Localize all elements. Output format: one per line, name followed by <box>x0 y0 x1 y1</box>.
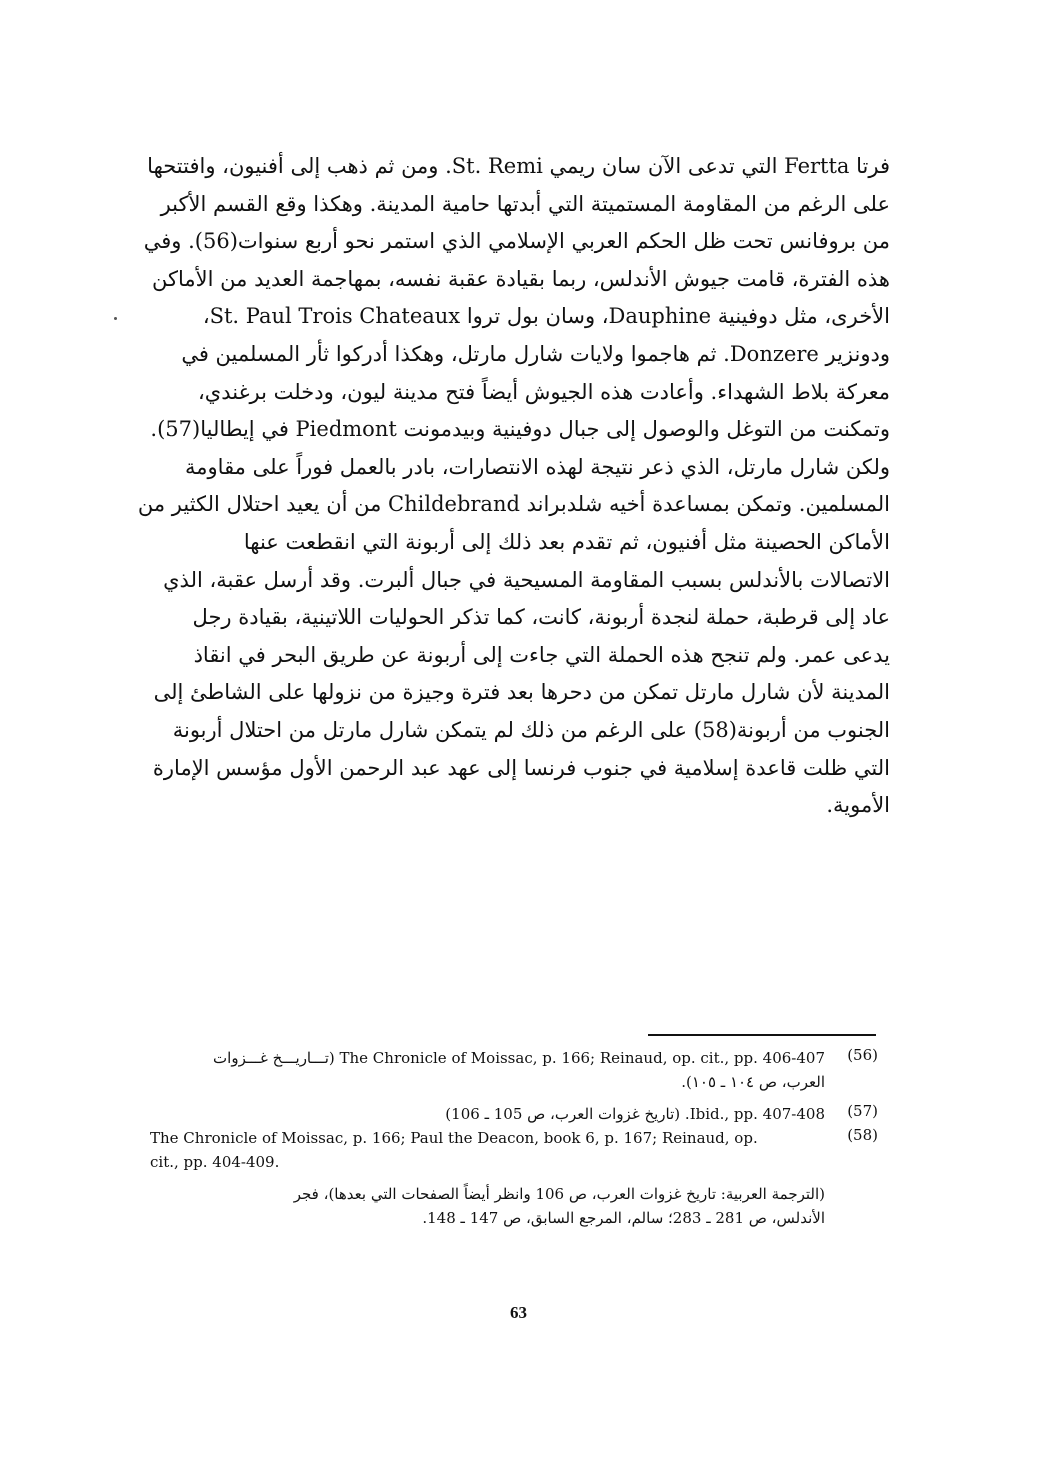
footnote-number: (57) <box>847 1102 878 1120</box>
body-line: من بروفانس تحت ظل الحكم العربي الإسلامي الذي استمر نحو أربع سنوات(56). وفي <box>143 229 890 254</box>
body-line: وتمكنت من التوغل والوصول إلى جبال دوفينية وبيدمونت Piedmont في إيطاليا(57). <box>150 417 890 442</box>
main-body-text <box>137 148 890 825</box>
body-line: الأماكن الحصينة مثل أفنيون، ثم تقدم بعد ذلك إلى أربونة التي انقطعت عنها <box>243 529 890 554</box>
body-line: هذه الفترة، قامت جيوش الأندلس، ربما بقيادة عقبة نفسه، بمهاجمة العديد من الأماكن <box>152 266 890 291</box>
footnote-line: The Chronicle of Moissac, p. 166; Paul the Deacon, book 6, p. 167; Reinaud, op. <box>150 1129 758 1147</box>
body-line: الأخرى، مثل دوفينية Dauphine، وسان بول تروا St. Paul Trois Chateaux، <box>202 304 890 329</box>
body-line: عاد إلى قرطبة، حملة لنجدة أربونة، كانت، كما تذكر الحوليات اللاتينية، بقيادة رجل <box>192 605 890 630</box>
body-line: فرتا Fertta التي تدعى الآن سان ريمي St. Remi. ومن ثم ذهب إلى أفنيون، وافتتحها <box>147 154 890 178</box>
body-line: الاتصالات بالأندلس بسبب المقاومة المسيحية في جبال ألبرت. وقد أرسل عقبة، الذي <box>163 567 890 592</box>
body-line: على الرغم من المقاومة المستميتة التي أبدتها حامية المدينة. وهكذا وقع القسم الأكبر <box>160 191 890 216</box>
footnote-number: (56) <box>847 1046 878 1064</box>
footnote-line: العرب، ص ١٠٤ ـ ١٠٥). <box>681 1073 825 1091</box>
body-line: التي ظلت قاعدة إسلامية في جنوب فرنسا إلى عهد عبد الرحمن الأول مؤسس الإمارة <box>152 755 890 780</box>
body-line: المسلمين. وتمكن بمساعدة أخيه شلدبراند Childebrand من أن يعيد احتلال الكثير من <box>137 492 890 517</box>
footnote-line: cit., pp. 404-409. <box>150 1153 280 1171</box>
scan-speck <box>114 317 117 320</box>
footnote-56 <box>150 1046 880 1094</box>
body-line: يدعى عمر. ولم تنجح هذه الحملة التي جاءت إلى أربونة عن طريق البحر في انقاذ <box>193 642 890 667</box>
body-line: المدينة لأن شارل مارتل تمكن من دحرها بعد فترة وجيزة من نزولها على الشاطئ إلى <box>153 680 890 705</box>
footnote-58 <box>150 1126 880 1230</box>
body-line: الأموية. <box>826 793 890 818</box>
body-line: ودونزير Donzere. ثم هاجموا ولايات شارل مارتل، وهكذا أدركوا ثأر المسلمين في <box>181 341 890 366</box>
footnote-separator-rule <box>648 1034 876 1036</box>
page-number: 63 <box>510 1303 527 1322</box>
footnote-number: (58) <box>847 1126 878 1144</box>
body-line: ولكن شارل مارتل، الذي ذعر نتيجة لهذه الانتصارات، بادر بالعمل فوراً على مقاومة <box>185 454 890 479</box>
body-line: الجنوب من أربونة(58) على الرغم من ذلك لم يتمكن شارل مارتل من احتلال أربونة <box>172 717 890 742</box>
footnote-line: Ibid., pp. 407-408. (تاريخ غزوات العرب، ص 105 ـ 106) <box>445 1105 825 1123</box>
footnote-line: The Chronicle of Moissac, p. 166; Reinaud, op. cit., pp. 406-407 (تـــاريـــخ غـــزوات <box>213 1049 825 1067</box>
footnotes-section <box>150 1046 880 1230</box>
footnote-57 <box>150 1102 880 1126</box>
footnote-line: الأندلس، ص 281 ـ 283؛ سالم، المرجع السابق، ص 147 ـ 148. <box>422 1209 825 1227</box>
body-line: معركة بلاط الشهداء. وأعادت هذه الجيوش أيضاً فتح مدينة ليون، ودخلت برغندي، <box>198 379 890 404</box>
footnote-line: (الترجمة العربية: تاريخ غزوات العرب، ص 106 وانظر أيضاً الصفحات التي بعدها)، فجر <box>293 1185 825 1203</box>
